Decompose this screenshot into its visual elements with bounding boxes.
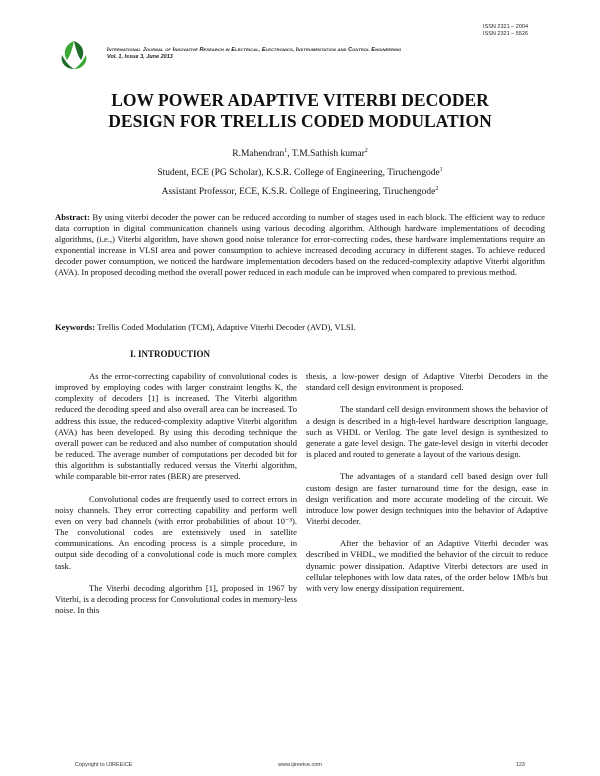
abstract: [55, 212, 545, 279]
keywords-label: Keywords:: [55, 322, 96, 332]
affiliation-1-text: Student, ECE (PG Scholar), K.S.R. College of Engineering, Tiruchengode: [157, 168, 440, 178]
footer-copyright: Copyright to IJIREEICE: [75, 762, 133, 768]
paragraph: The advantages of a standard cell based design over full custom design are faster turnaround time for the design, ease in design verification and more accurate modeling of the circuit. We introduce low power design techniques into the behavior of Adaptive Viterbi decoder.: [306, 471, 548, 526]
paragraph: The Viterbi decoding algorithm [1], proposed in 1967 by Viterbi, is a decoding process for Convolutional codes in memory-less noise. In this: [55, 582, 297, 616]
author-2: T.M.Sathish kumar: [291, 149, 365, 159]
paragraph: thesis, a low-power design of Adaptive Viterbi Decoders in the standard cell design environment is proposed.: [306, 371, 548, 393]
journal-name: International Journal of Innovative Research in Electrical, Electronics, Instrumentation and Control Engineering: [107, 47, 402, 53]
journal-header: [107, 47, 547, 61]
author-2-sup: 2: [364, 147, 368, 154]
keywords-text: Trellis Coded Modulation (TCM), Adaptive Viterbi Decoder (AVD), VLSI.: [95, 322, 356, 332]
issn-online: ISSN 2321 – 5526: [483, 31, 528, 37]
affiliation-2-sup: 2: [435, 185, 439, 192]
author-block: [40, 145, 560, 202]
paragraph: The standard cell design environment shows the behavior of a design is described in a high-level hardware description language, such as VHDL or Verilog. The gate level design is synthesized to generate a gate level design. The gate-level design in viterbi decoder is placed and routed to generate a layout of the various design.: [306, 404, 548, 460]
author-1: R.Mahendran: [232, 149, 285, 159]
paragraph: As the error-correcting capability of convolutional codes is improved by employing codes with larger constraint lengths K, the complexity of decoders [1] is increased. The Viterbi algorithm reduced the decoding speed and also overall area can be increased. To address this issue, the reduced-complexity adaptive Viterbi algorithm (AVA) has been developed. By using this decoding technique the overall power can be reduced and also number of computation should be reduced. The average number of computations per decoded bit for this algorithm is substantially reduced versus the Viterbi algorithm, while comparable bit-error rates (BER) are preserved.: [55, 371, 297, 482]
volume-info: Vol. 1, Issue 3, June 2013: [107, 54, 173, 60]
footer-website: www.ijireeice.com: [278, 762, 322, 768]
abstract-text: By using viterbi decoder the power can be reduced according to number of stages used in each block. The efficient way to reduce data corruption in digital communication channels using various decoding algorithm. Although hardware implementations of decoding algorithms, (i.e.,) Viterbi algorithm, have shown good noise tolerance for error-correcting codes, these hardware implementations require an exponential increase in VLSI area and power consumption to achieve increased decoding accuracy in different stages. To achieve reduced decoder power consumption, we noticed the hardware implementation decoders based on the reduced-complexity adaptive Viterbi algorithm (AVA). In proposed decoding method the overall power reduced in each module can be improved when compared to previous method.: [55, 212, 545, 278]
affiliation-1-sup: 1: [439, 166, 443, 173]
paper-title: [40, 90, 560, 132]
abstract-label: Abstract:: [55, 212, 90, 222]
issn-print: ISSN 2321 – 2004: [483, 24, 528, 30]
author-1-sup: 1: [284, 147, 288, 154]
logo-emblem-icon: [58, 38, 90, 78]
left-column: [55, 371, 297, 628]
title-line-1: LOW POWER ADAPTIVE VITERBI DECODER: [111, 90, 489, 110]
section-heading-introduction: I. INTRODUCTION: [129, 349, 210, 359]
journal-logo: [58, 38, 90, 78]
affiliation-2-text: Assistant Professor, ECE, K.S.R. College of Engineering, Tiruchengode: [161, 187, 436, 197]
paragraph: After the behavior of an Adaptive Viterbi decoder was described in VHDL, we modified the behavior of the circuit to reduce dynamic power dissipation. Adaptive Viterbi detectors are used in cellular telephones with low data rates, of the order below 1Mb/s but with very low energy dissipation requirement.: [306, 538, 548, 593]
keywords: [55, 322, 545, 333]
author-separator: ,: [287, 149, 292, 159]
paragraph: Convolutional codes are frequently used to correct errors in noisy channels. They error correcting capability and perform well even on very bad channels (with error probabilities of about 10⁻³). The convolutional codes are extensively used in satellite communications. An encoding process is a simple procedure, in output side decoding of a convolutional code is much more complex task.: [55, 493, 297, 571]
affiliation-1: [40, 164, 560, 183]
issn-block: [483, 24, 528, 38]
footer-page-number: 123: [515, 762, 525, 768]
right-column: [306, 371, 548, 605]
affiliation-2: [40, 183, 560, 202]
title-line-2: DESIGN FOR TRELLIS CODED MODULATION: [108, 111, 492, 131]
author-names: [40, 145, 560, 164]
